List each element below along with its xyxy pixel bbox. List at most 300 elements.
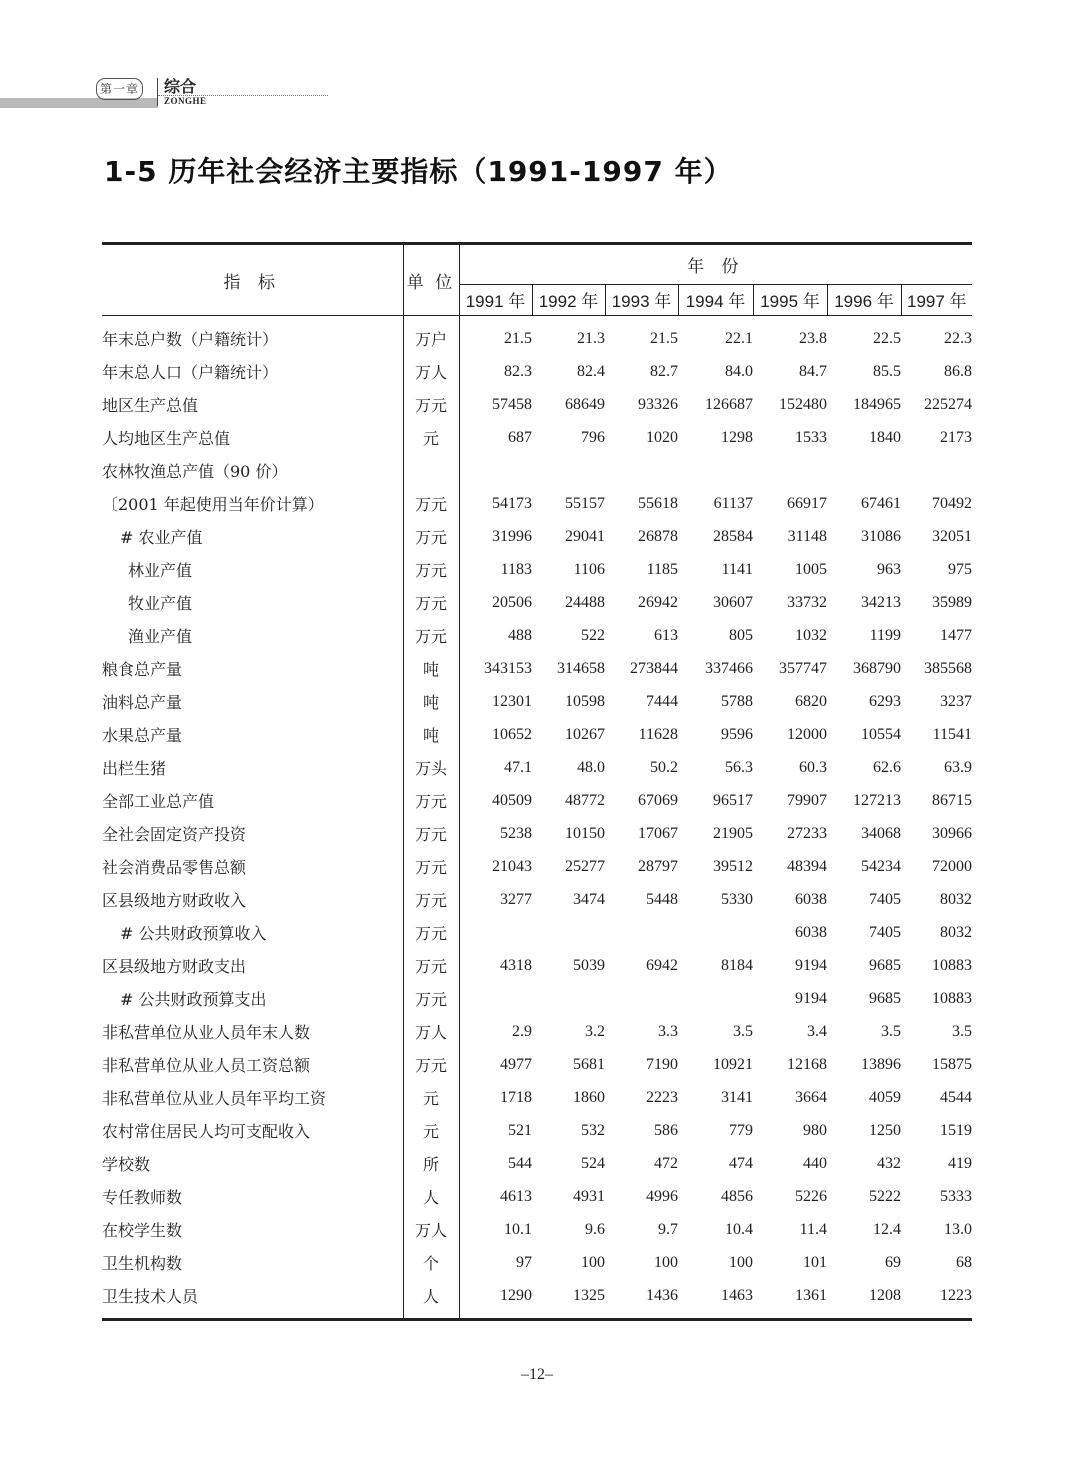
value-cell: 343153 [484, 659, 532, 677]
value-cell: 6942 [646, 956, 678, 974]
value-cell: 69 [885, 1253, 901, 1271]
value-cell: 4318 [500, 956, 532, 974]
value-cell: 4059 [869, 1088, 901, 1106]
value-cell: 7405 [869, 923, 901, 941]
value-cell: 22.5 [873, 329, 901, 347]
value-cell: 39512 [713, 857, 753, 875]
value-cell: 72000 [932, 857, 973, 875]
indicator-name: 全部工业总产值 [102, 784, 403, 817]
value-cell [901, 454, 972, 487]
value-cell: 1477 [940, 626, 973, 644]
value-cell: 20506 [492, 593, 532, 611]
value-cell: 9.6 [585, 1220, 605, 1238]
value-cell: 27233 [787, 824, 827, 842]
value-cell: 86715 [932, 791, 973, 809]
value-cell: 7444 [646, 692, 678, 710]
value-cell: 2223 [646, 1088, 678, 1106]
table-row [102, 520, 972, 553]
value-cell: 82.4 [577, 362, 605, 380]
value-cell: 96517 [713, 791, 753, 809]
indicator-name: 农林牧渔总产值（90 价） [102, 454, 403, 487]
indicator-name: # 农业产值 [102, 520, 403, 553]
value-cell: 9685 [869, 956, 901, 974]
unit-cell: 万元 [403, 586, 459, 619]
value-cell: 100 [729, 1253, 753, 1271]
value-cell: 3277 [500, 890, 532, 908]
table-row [102, 883, 972, 916]
indicator-name: 年末总户数（户籍统计） [102, 316, 403, 356]
value-cell: 4931 [573, 1187, 605, 1205]
indicator-name: 〔2001 年起使用当年价计算） [102, 487, 403, 520]
value-cell: 11628 [638, 725, 678, 743]
table-row [102, 487, 972, 520]
table-row [102, 1213, 972, 1246]
chapter-mark: 第一章 [94, 78, 145, 98]
unit-cell: 万元 [403, 982, 459, 1015]
value-cell: 79907 [787, 791, 827, 809]
value-cell [678, 982, 753, 1015]
value-cell: 432 [877, 1154, 901, 1172]
value-cell: 314658 [557, 659, 605, 677]
value-cell: 60.3 [799, 758, 827, 776]
table-row [102, 316, 972, 356]
value-cell: 337466 [705, 659, 753, 677]
table-row [102, 421, 972, 454]
value-cell: 85.5 [873, 362, 901, 380]
section-pinyin: ZONGHE [164, 96, 207, 106]
unit-cell: 个 [403, 1246, 459, 1279]
unit-cell: 万人 [403, 355, 459, 388]
value-cell: 1141 [721, 560, 753, 578]
value-cell: 1106 [573, 560, 605, 578]
value-cell: 31996 [492, 527, 532, 545]
value-cell: 5238 [500, 824, 532, 842]
value-cell: 22.3 [944, 329, 973, 347]
running-header [0, 74, 330, 114]
value-cell: 3.2 [585, 1022, 605, 1040]
unit-cell: 万元 [403, 883, 459, 916]
indicator-name: 牧业产值 [102, 586, 403, 619]
unit-cell: 所 [403, 1147, 459, 1180]
value-cell: 10921 [713, 1055, 753, 1073]
value-cell: 2173 [940, 428, 973, 446]
value-cell: 2.9 [512, 1022, 532, 1040]
unit-cell: 万元 [403, 949, 459, 982]
value-cell: 54234 [861, 857, 901, 875]
unit-cell: 人 [403, 1180, 459, 1213]
value-cell: 1463 [721, 1286, 753, 1304]
unit-cell: 万户 [403, 316, 459, 356]
indicator-name: 油料总产量 [102, 685, 403, 718]
value-cell: 4613 [500, 1187, 532, 1205]
indicator-name: 人均地区生产总值 [102, 421, 403, 454]
value-cell: 273844 [630, 659, 678, 677]
value-cell: 40509 [492, 791, 532, 809]
value-cell: 472 [654, 1154, 678, 1172]
value-cell: 127213 [853, 791, 901, 809]
table-row [102, 586, 972, 619]
value-cell: 10652 [492, 725, 532, 743]
indicator-table [102, 242, 972, 1321]
table-row [102, 1180, 972, 1213]
value-cell: 963 [877, 560, 901, 578]
indicator-name: 非私营单位从业人员工资总额 [102, 1048, 403, 1081]
indicator-name: 在校学生数 [102, 1213, 403, 1246]
value-cell [605, 454, 678, 487]
value-cell: 12000 [787, 725, 827, 743]
unit-cell: 万元 [403, 817, 459, 850]
value-cell: 1840 [869, 428, 901, 446]
indicator-name: 渔业产值 [102, 619, 403, 652]
header-years-group: 年 份 [459, 244, 972, 285]
table-row [102, 949, 972, 982]
value-cell: 9.7 [658, 1220, 678, 1238]
value-cell: 6038 [795, 923, 827, 941]
value-cell: 1436 [646, 1286, 678, 1304]
table-row [102, 982, 972, 1015]
value-cell: 796 [581, 428, 605, 446]
value-cell: 50.2 [650, 758, 678, 776]
value-cell: 184965 [853, 395, 901, 413]
value-cell: 9194 [795, 956, 827, 974]
value-cell: 3.3 [658, 1022, 678, 1040]
value-cell [605, 916, 678, 949]
indicator-name: 区县级地方财政收入 [102, 883, 403, 916]
value-cell: 12301 [492, 692, 532, 710]
indicator-name: 粮食总产量 [102, 652, 403, 685]
unit-cell: 吨 [403, 718, 459, 751]
unit-cell: 元 [403, 1114, 459, 1147]
unit-cell: 万元 [403, 487, 459, 520]
value-cell: 5788 [721, 692, 753, 710]
table-row [102, 1279, 972, 1320]
value-cell: 3.5 [733, 1022, 753, 1040]
indicator-name: 地区生产总值 [102, 388, 403, 421]
value-cell: 55618 [638, 494, 678, 512]
value-cell: 32051 [932, 527, 973, 545]
indicator-name: 年末总人口（户籍统计） [102, 355, 403, 388]
value-cell: 5222 [869, 1187, 901, 1205]
unit-cell: 万头 [403, 751, 459, 784]
value-cell: 23.8 [799, 329, 827, 347]
header-year: 1995 年 [753, 284, 827, 315]
value-cell: 24488 [565, 593, 605, 611]
value-cell: 84.0 [725, 362, 753, 380]
indicator-name: 农村常住居民人均可支配收入 [102, 1114, 403, 1147]
unit-cell: 万人 [403, 1015, 459, 1048]
value-cell: 21905 [713, 824, 753, 842]
value-cell: 5226 [795, 1187, 827, 1205]
value-cell: 6038 [795, 890, 827, 908]
value-cell: 6293 [869, 692, 901, 710]
value-cell: 1533 [795, 428, 827, 446]
value-cell: 10.4 [725, 1220, 753, 1238]
header-year: 1992 年 [532, 284, 605, 315]
value-cell: 12.4 [873, 1220, 901, 1238]
value-cell: 1005 [795, 560, 827, 578]
value-cell: 4996 [646, 1187, 678, 1205]
value-cell: 82.7 [650, 362, 678, 380]
unit-cell: 万人 [403, 1213, 459, 1246]
value-cell: 10.1 [504, 1220, 532, 1238]
indicator-name: 非私营单位从业人员年平均工资 [102, 1081, 403, 1114]
value-cell: 101 [803, 1253, 827, 1271]
value-cell: 4544 [940, 1088, 973, 1106]
indicator-name: 学校数 [102, 1147, 403, 1180]
unit-cell: 元 [403, 421, 459, 454]
value-cell: 9596 [721, 725, 753, 743]
value-cell: 61137 [713, 494, 753, 512]
value-cell: 31086 [861, 527, 901, 545]
value-cell: 13.0 [944, 1220, 973, 1238]
page-number: –12– [521, 1366, 553, 1383]
indicator-name: 非私营单位从业人员年末人数 [102, 1015, 403, 1048]
table-header [102, 244, 972, 316]
value-cell: 613 [654, 626, 678, 644]
value-cell: 48394 [787, 857, 827, 875]
value-cell: 980 [803, 1121, 827, 1139]
value-cell: 532 [581, 1121, 605, 1139]
value-cell: 7190 [646, 1055, 678, 1073]
table-row [102, 916, 972, 949]
value-cell: 5039 [573, 956, 605, 974]
value-cell: 34068 [861, 824, 901, 842]
header-separator [157, 78, 158, 106]
value-cell: 1860 [573, 1088, 605, 1106]
value-cell [753, 454, 827, 487]
value-cell: 521 [508, 1121, 532, 1139]
indicator-name: 社会消费品零售总额 [102, 850, 403, 883]
value-cell: 48772 [565, 791, 605, 809]
section-title: 综合 [164, 77, 197, 96]
value-cell: 84.7 [799, 362, 827, 380]
unit-cell: 万元 [403, 553, 459, 586]
value-cell: 30966 [932, 824, 973, 842]
value-cell: 805 [729, 626, 753, 644]
value-cell [678, 916, 753, 949]
value-cell: 62.6 [873, 758, 901, 776]
value-cell: 9685 [869, 989, 901, 1007]
table-row [102, 1246, 972, 1279]
unit-cell: 万元 [403, 1048, 459, 1081]
unit-cell: 元 [403, 1081, 459, 1114]
indicator-name: # 公共财政预算支出 [102, 982, 403, 1015]
value-cell: 68649 [565, 395, 605, 413]
value-cell: 3474 [573, 890, 605, 908]
value-cell: 82.3 [504, 362, 532, 380]
value-cell: 779 [729, 1121, 753, 1139]
value-cell: 357747 [779, 659, 827, 677]
value-cell: 54173 [492, 494, 532, 512]
value-cell: 5448 [646, 890, 678, 908]
indicator-name: 出栏生猪 [102, 751, 403, 784]
value-cell: 21.3 [577, 329, 605, 347]
value-cell: 29041 [565, 527, 605, 545]
value-cell: 26878 [638, 527, 678, 545]
indicator-name: 卫生技术人员 [102, 1279, 403, 1320]
value-cell: 11.4 [799, 1220, 827, 1238]
table-row [102, 619, 972, 652]
value-cell: 586 [654, 1121, 678, 1139]
value-cell: 1718 [500, 1088, 532, 1106]
value-cell: 100 [581, 1253, 605, 1271]
value-cell: 28797 [638, 857, 678, 875]
value-cell [827, 454, 901, 487]
value-cell: 10267 [565, 725, 605, 743]
value-cell: 15875 [932, 1055, 973, 1073]
value-cell: 1223 [940, 1286, 973, 1304]
unit-cell: 万元 [403, 388, 459, 421]
header-year: 1994 年 [678, 284, 753, 315]
value-cell: 3.5 [952, 1022, 973, 1040]
value-cell: 10883 [932, 956, 973, 974]
value-cell: 3141 [721, 1088, 753, 1106]
value-cell: 9194 [795, 989, 827, 1007]
value-cell: 3664 [795, 1088, 827, 1106]
value-cell: 8032 [940, 923, 973, 941]
value-cell: 368790 [853, 659, 901, 677]
value-cell: 28584 [713, 527, 753, 545]
unit-cell: 吨 [403, 652, 459, 685]
value-cell: 544 [508, 1154, 532, 1172]
value-cell: 1020 [646, 428, 678, 446]
value-cell [459, 454, 532, 487]
value-cell [459, 916, 532, 949]
value-cell: 70492 [932, 494, 973, 512]
value-cell: 48.0 [577, 758, 605, 776]
table-row [102, 1081, 972, 1114]
value-cell: 975 [948, 560, 973, 578]
value-cell: 6820 [795, 692, 827, 710]
value-cell: 524 [581, 1154, 605, 1172]
value-cell: 22.1 [725, 329, 753, 347]
value-cell: 5330 [721, 890, 753, 908]
value-cell: 5333 [940, 1187, 973, 1205]
value-cell: 12168 [787, 1055, 827, 1073]
unit-cell: 万元 [403, 850, 459, 883]
value-cell: 56.3 [725, 758, 753, 776]
value-cell: 1183 [500, 560, 532, 578]
header-unit: 单 位 [403, 244, 459, 316]
value-cell: 8184 [721, 956, 753, 974]
value-cell: 1032 [795, 626, 827, 644]
value-cell [459, 982, 532, 1015]
value-cell: 86.8 [944, 362, 973, 380]
indicator-name: # 公共财政预算收入 [102, 916, 403, 949]
value-cell: 63.9 [944, 758, 973, 776]
indicator-name: 全社会固定资产投资 [102, 817, 403, 850]
page-title: 1-5 历年社会经济主要指标（1991-1997 年） [104, 155, 733, 188]
unit-cell: 万元 [403, 784, 459, 817]
value-cell: 1290 [500, 1286, 532, 1304]
unit-cell: 万元 [403, 520, 459, 553]
value-cell [532, 982, 605, 1015]
value-cell: 7405 [869, 890, 901, 908]
value-cell: 34213 [861, 593, 901, 611]
value-cell [532, 454, 605, 487]
table-row [102, 652, 972, 685]
value-cell: 47.1 [504, 758, 532, 776]
table-row [102, 1015, 972, 1048]
indicator-name: 专任教师数 [102, 1180, 403, 1213]
value-cell: 33732 [787, 593, 827, 611]
indicator-name: 卫生机构数 [102, 1246, 403, 1279]
value-cell: 3237 [940, 692, 973, 710]
indicator-name: 区县级地方财政支出 [102, 949, 403, 982]
value-cell: 66917 [787, 494, 827, 512]
value-cell: 1325 [573, 1286, 605, 1304]
unit-cell: 人 [403, 1279, 459, 1320]
value-cell: 1185 [646, 560, 678, 578]
unit-cell: 吨 [403, 685, 459, 718]
value-cell: 26942 [638, 593, 678, 611]
table-row [102, 1048, 972, 1081]
value-cell: 687 [508, 428, 532, 446]
value-cell: 68 [956, 1253, 973, 1271]
value-cell: 4856 [721, 1187, 753, 1205]
table-row [102, 718, 972, 751]
header-year: 1991 年 [459, 284, 532, 315]
value-cell: 21043 [492, 857, 532, 875]
header-year: 1993 年 [605, 284, 678, 315]
value-cell: 225274 [924, 395, 973, 413]
value-cell: 97 [516, 1253, 532, 1271]
value-cell: 67461 [861, 494, 901, 512]
value-cell: 25277 [565, 857, 605, 875]
value-cell: 67069 [638, 791, 678, 809]
value-cell: 10598 [565, 692, 605, 710]
table-row [102, 388, 972, 421]
value-cell: 10883 [932, 989, 973, 1007]
value-cell: 1250 [869, 1121, 901, 1139]
table-row [102, 784, 972, 817]
table-row [102, 850, 972, 883]
table-row [102, 817, 972, 850]
value-cell [678, 454, 753, 487]
indicator-name: 林业产值 [102, 553, 403, 586]
value-cell: 1208 [869, 1286, 901, 1304]
header-indicator: 指 标 [102, 244, 403, 316]
value-cell: 1361 [795, 1286, 827, 1304]
value-cell: 385568 [924, 659, 973, 677]
value-cell: 21.5 [650, 329, 678, 347]
value-cell: 488 [508, 626, 532, 644]
unit-cell: 万元 [403, 916, 459, 949]
table-row [102, 553, 972, 586]
table-row [102, 1114, 972, 1147]
value-cell: 57458 [492, 395, 532, 413]
value-cell: 1519 [940, 1121, 973, 1139]
value-cell: 474 [729, 1154, 753, 1172]
value-cell: 31148 [787, 527, 827, 545]
value-cell: 93326 [638, 395, 678, 413]
value-cell: 55157 [565, 494, 605, 512]
value-cell: 3.5 [881, 1022, 901, 1040]
table-body [102, 316, 972, 1320]
unit-cell: 万元 [403, 619, 459, 652]
value-cell: 126687 [705, 395, 753, 413]
table-row [102, 751, 972, 784]
value-cell [532, 916, 605, 949]
value-cell: 13896 [861, 1055, 901, 1073]
table-row [102, 685, 972, 718]
header-year: 1997 年 [901, 284, 972, 315]
value-cell: 10554 [861, 725, 901, 743]
value-cell: 10150 [565, 824, 605, 842]
value-cell: 3.4 [807, 1022, 827, 1040]
indicator-name: 水果总产量 [102, 718, 403, 751]
value-cell: 100 [654, 1253, 678, 1271]
